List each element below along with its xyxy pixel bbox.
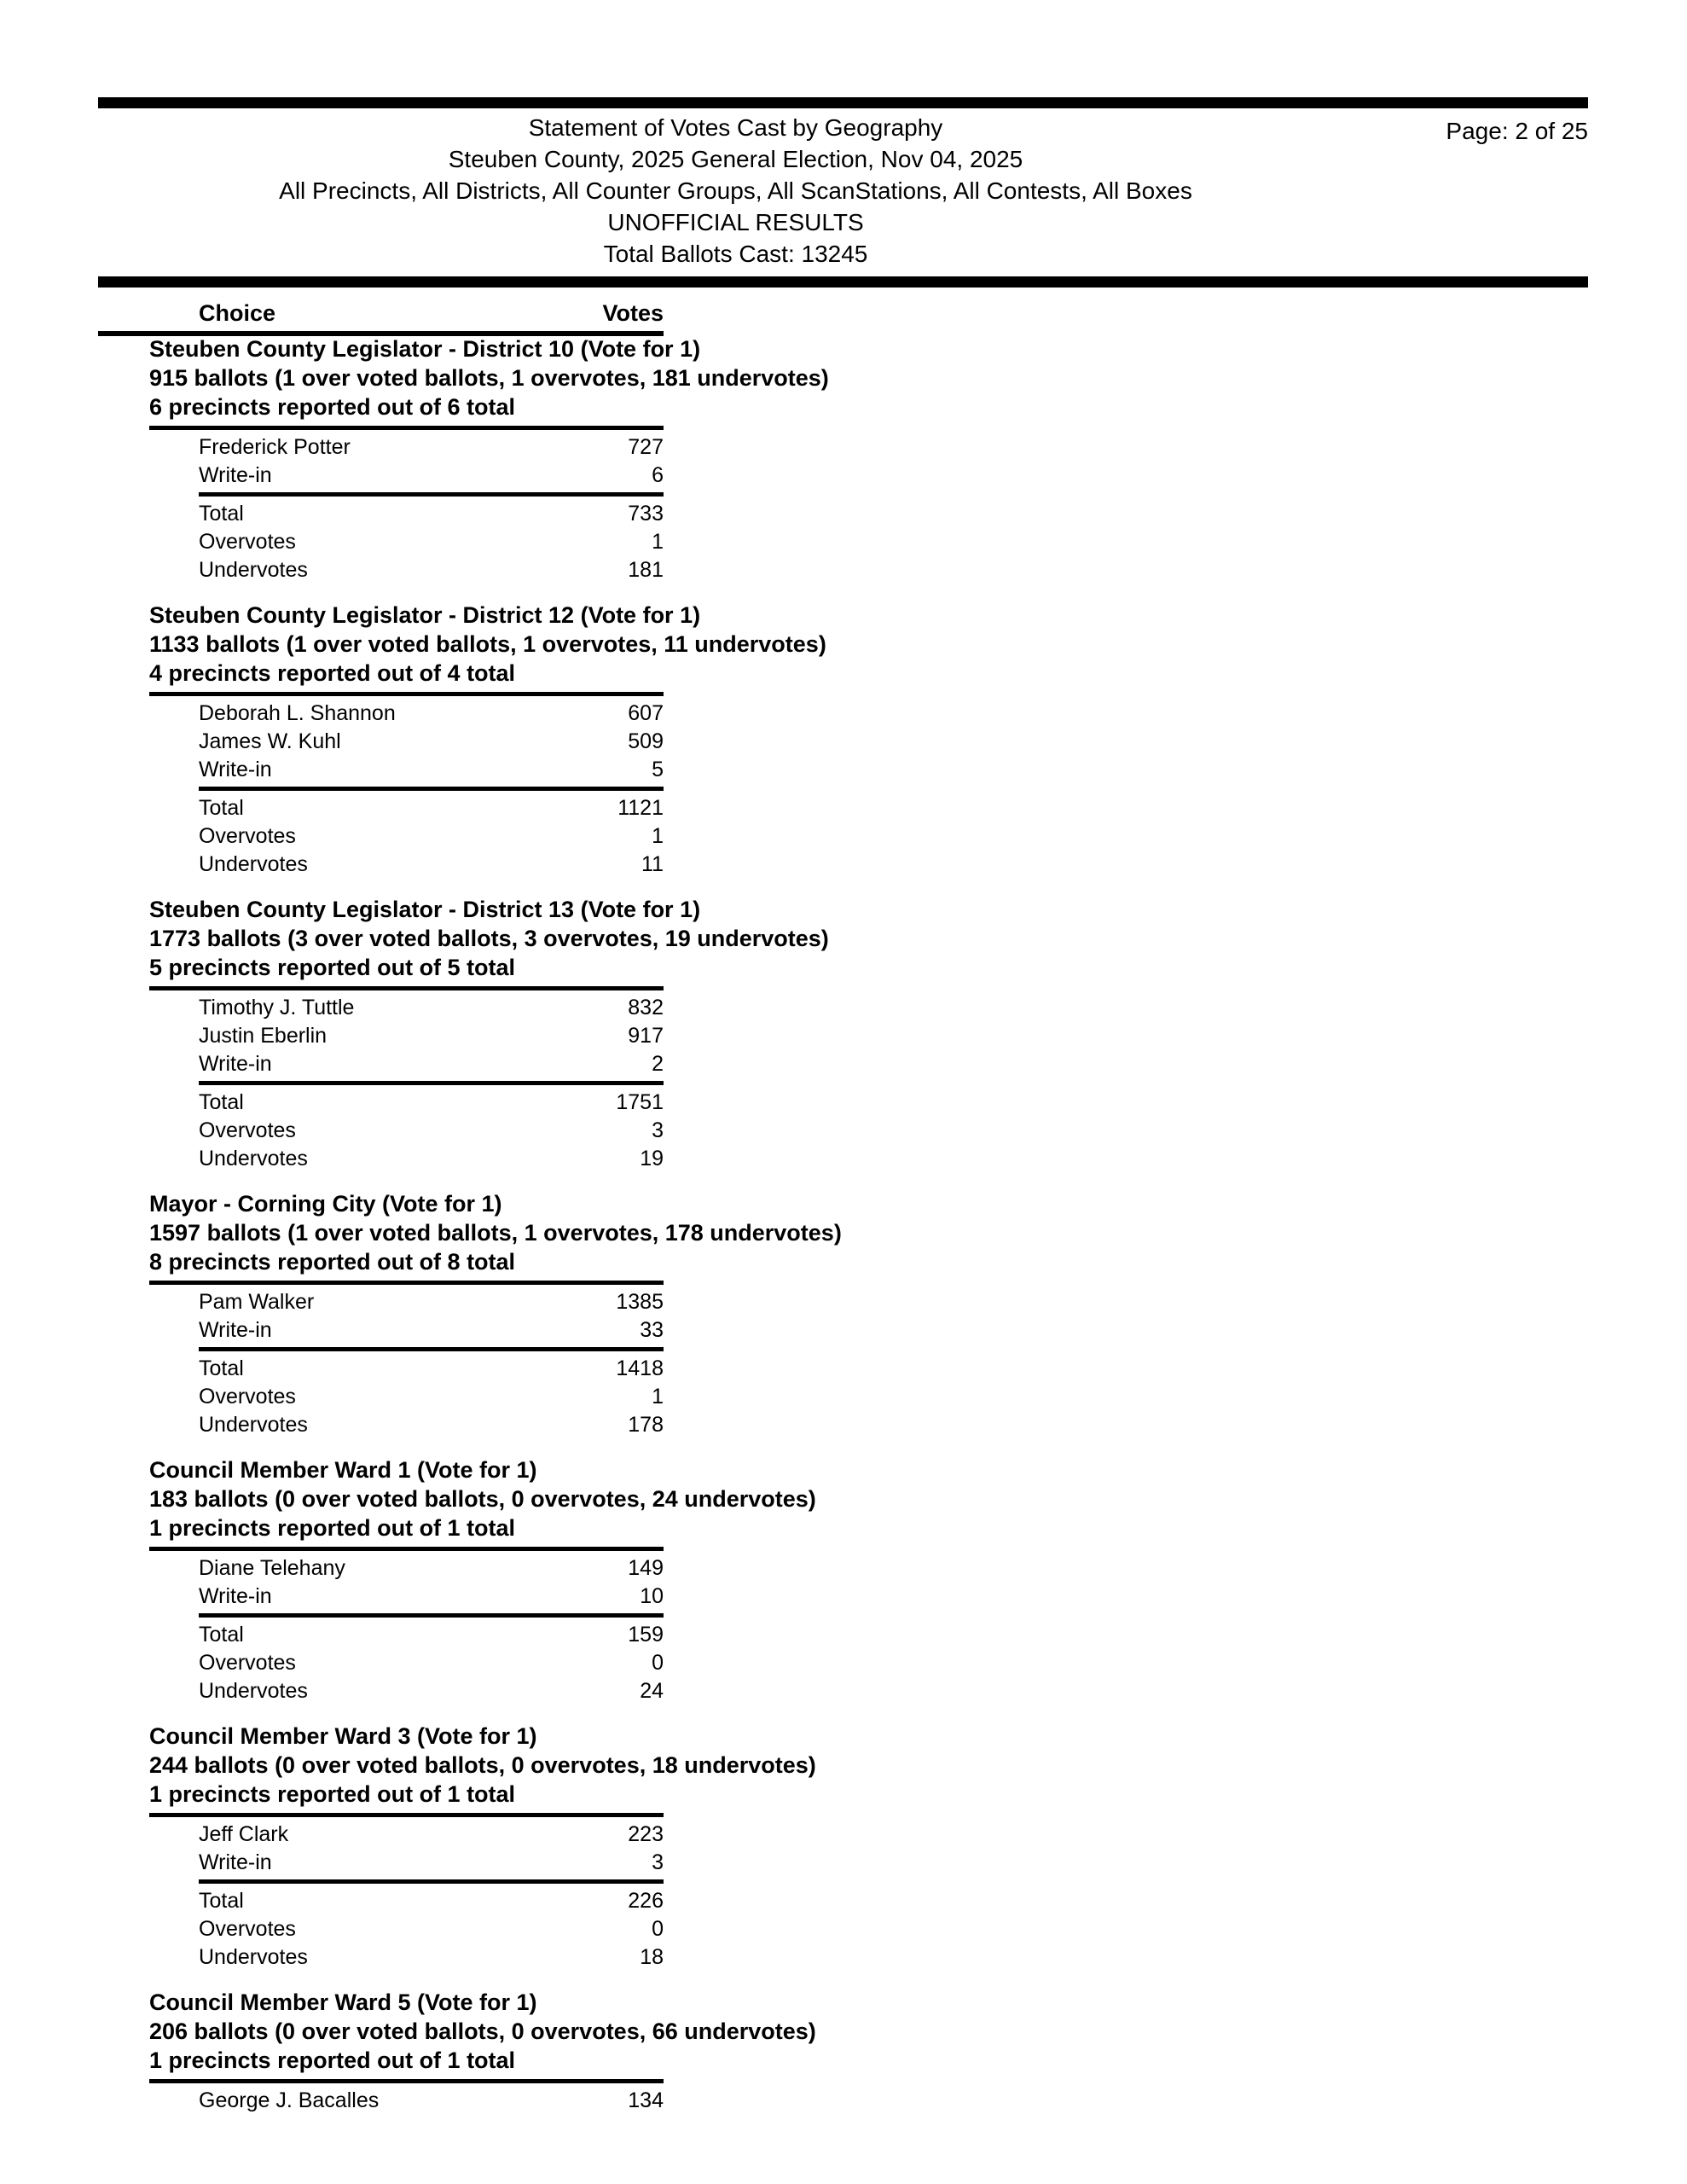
candidate-row: [199, 1849, 664, 1877]
contest-precincts-summary: 8 precincts reported out of 8 total: [149, 1249, 516, 1275]
vote-count: 11: [641, 852, 664, 876]
undervotes-row: [199, 1677, 664, 1705]
total-row: [199, 1355, 664, 1383]
contest-header-rule: [149, 1547, 664, 1551]
subtotal-rule: [199, 492, 664, 497]
report-subtitle-filters: All Precincts, All Districts, All Counter Groups, All ScanStations, All Contests, All Boxes: [279, 177, 1192, 204]
choice-name: Overvotes: [199, 1917, 296, 1941]
vote-count: 33: [640, 1318, 664, 1342]
overvotes-row: [199, 1915, 664, 1943]
choice-name: Write-in: [199, 758, 272, 781]
choice-name: Total: [199, 502, 244, 526]
contest-header-rule: [149, 692, 664, 696]
total-row: [199, 1089, 664, 1117]
choice-name: Total: [199, 1090, 244, 1114]
candidate-row: [199, 1288, 664, 1316]
vote-count: 226: [628, 1889, 664, 1913]
header-rule-bottom: [98, 276, 1588, 288]
total-row: [199, 794, 664, 822]
total-row: [199, 1887, 664, 1915]
contest-rows: [0, 1821, 1687, 1972]
contest-ballots-summary: 1133 ballots (1 over voted ballots, 1 overvotes, 11 undervotes): [149, 631, 826, 657]
column-header-votes: Votes: [602, 300, 664, 326]
candidate-row: [199, 728, 664, 756]
contest-rows: [0, 2087, 1687, 2115]
vote-count: 0: [652, 1651, 664, 1675]
candidate-row: [199, 2087, 664, 2115]
choice-name: Overvotes: [199, 530, 296, 554]
choice-name: Undervotes: [199, 1945, 308, 1969]
vote-count: 1: [652, 1385, 664, 1409]
choice-name: Deborah L. Shannon: [199, 701, 396, 725]
contest-rows: [0, 700, 1687, 879]
choice-name: Overvotes: [199, 1385, 296, 1409]
candidate-row: [199, 994, 664, 1022]
contest-precincts-summary: 6 precincts reported out of 6 total: [149, 394, 516, 420]
column-header-choice: Choice: [199, 300, 276, 326]
page-number: Page: 2 of 25: [1446, 118, 1588, 144]
vote-count: 733: [628, 502, 664, 526]
vote-count: 3: [652, 1850, 664, 1874]
choice-name: Overvotes: [199, 1651, 296, 1675]
candidate-row: [199, 756, 664, 784]
vote-count: 223: [628, 1822, 664, 1846]
header-rule-top: [98, 97, 1588, 108]
choice-name: Pam Walker: [199, 1290, 315, 1314]
contest-title: Steuben County Legislator - District 12 (Vote for 1): [149, 602, 701, 628]
contest-precincts-summary: 5 precincts reported out of 5 total: [149, 955, 516, 980]
vote-count: 607: [628, 701, 664, 725]
contest-ballots-summary: 915 ballots (1 over voted ballots, 1 overvotes, 181 undervotes): [149, 365, 829, 391]
choice-name: Undervotes: [199, 852, 308, 876]
vote-count: 3: [652, 1118, 664, 1142]
overvotes-row: [199, 528, 664, 556]
contest-ballots-summary: 206 ballots (0 over voted ballots, 0 overvotes, 66 undervotes): [149, 2018, 816, 2044]
vote-count: 10: [640, 1584, 664, 1608]
vote-count: 2: [652, 1052, 664, 1076]
choice-name: Undervotes: [199, 1413, 308, 1437]
choice-name: Undervotes: [199, 1679, 308, 1703]
subtotal-rule: [199, 1879, 664, 1884]
contest-rows: [0, 433, 1687, 584]
vote-count: 178: [628, 1413, 664, 1437]
contest-section: [0, 1455, 1687, 1705]
undervotes-row: [199, 851, 664, 879]
contest-section: [0, 1722, 1687, 1972]
choice-name: Undervotes: [199, 1147, 308, 1170]
undervotes-row: [199, 1145, 664, 1173]
choice-name: Overvotes: [199, 1118, 296, 1142]
choice-name: Total: [199, 1889, 244, 1913]
contest-header-rule: [149, 426, 664, 430]
choice-name: James W. Kuhl: [199, 729, 341, 753]
subtotal-rule: [199, 1347, 664, 1351]
candidate-row: [199, 433, 664, 462]
contest-header-rule: [149, 986, 664, 990]
contest-precincts-summary: 1 precincts reported out of 1 total: [149, 2048, 516, 2073]
contest-title: Steuben County Legislator - District 10 (Vote for 1): [149, 336, 701, 362]
report-status: UNOFFICIAL RESULTS: [607, 209, 864, 235]
choice-name: Total: [199, 1356, 244, 1380]
contest-header-rule: [149, 1813, 664, 1817]
vote-count: 0: [652, 1917, 664, 1941]
overvotes-row: [199, 1383, 664, 1411]
candidate-row: [199, 700, 664, 728]
undervotes-row: [199, 1411, 664, 1439]
total-row: [199, 1621, 664, 1649]
candidate-row: [199, 1022, 664, 1050]
vote-count: 832: [628, 996, 664, 1019]
contest-title: Steuben County Legislator - District 13 (Vote for 1): [149, 897, 701, 922]
choice-name: Justin Eberlin: [199, 1024, 328, 1048]
contest-list: [0, 334, 1687, 2131]
vote-count: 1: [652, 530, 664, 554]
contest-section: [0, 1189, 1687, 1439]
contest-section: [0, 334, 1687, 584]
undervotes-row: [199, 556, 664, 584]
choice-name: Undervotes: [199, 558, 308, 582]
vote-count: 6: [652, 463, 664, 487]
contest-precincts-summary: 1 precincts reported out of 1 total: [149, 1515, 516, 1541]
choice-name: Write-in: [199, 1052, 272, 1076]
vote-count: 18: [640, 1945, 664, 1969]
vote-count: 134: [628, 2088, 664, 2112]
vote-count: 1418: [616, 1356, 664, 1380]
undervotes-row: [199, 1943, 664, 1972]
contest-title: Council Member Ward 1 (Vote for 1): [149, 1457, 537, 1483]
vote-count: 727: [628, 435, 664, 459]
choice-name: Jeff Clark: [199, 1822, 289, 1846]
choice-name: Write-in: [199, 1318, 272, 1342]
subtotal-rule: [199, 1081, 664, 1085]
vote-count: 149: [628, 1556, 664, 1580]
contest-title: Council Member Ward 5 (Vote for 1): [149, 1989, 537, 2015]
vote-count: 159: [628, 1623, 664, 1647]
choice-name: Overvotes: [199, 824, 296, 848]
candidate-row: [199, 1583, 664, 1611]
contest-rows: [0, 994, 1687, 1173]
contest-ballots-summary: 183 ballots (0 over voted ballots, 0 overvotes, 24 undervotes): [149, 1486, 816, 1512]
report-header: [98, 112, 1373, 270]
vote-count: 1121: [617, 796, 664, 820]
choice-name: Timothy J. Tuttle: [199, 996, 355, 1019]
vote-count: 181: [628, 558, 664, 582]
contest-section: [0, 601, 1687, 879]
contest-rows: [0, 1288, 1687, 1439]
contest-ballots-summary: 1773 ballots (3 over voted ballots, 3 overvotes, 19 undervotes): [149, 926, 829, 951]
candidate-row: [199, 1050, 664, 1078]
choice-name: Write-in: [199, 463, 272, 487]
choice-name: Write-in: [199, 1584, 272, 1608]
choice-name: Frederick Potter: [199, 435, 351, 459]
candidate-row: [199, 1554, 664, 1583]
report-total-ballots: Total Ballots Cast: 13245: [603, 241, 868, 267]
vote-count: 1: [652, 824, 664, 848]
choice-name: George J. Bacalles: [199, 2088, 380, 2112]
contest-ballots-summary: 1597 ballots (1 over voted ballots, 1 overvotes, 178 undervotes): [149, 1220, 842, 1246]
vote-count: 1385: [616, 1290, 664, 1314]
subtotal-rule: [199, 1613, 664, 1618]
choice-name: Write-in: [199, 1850, 272, 1874]
vote-count: 19: [640, 1147, 664, 1170]
contest-section: [0, 1988, 1687, 2115]
candidate-row: [199, 1821, 664, 1849]
vote-count: 509: [628, 729, 664, 753]
choice-name: Total: [199, 1623, 244, 1647]
report-title: Statement of Votes Cast by Geography: [528, 114, 943, 141]
overvotes-row: [199, 1117, 664, 1145]
choice-name: Total: [199, 796, 244, 820]
choice-name: Diane Telehany: [199, 1556, 345, 1580]
total-row: [199, 500, 664, 528]
candidate-row: [199, 1316, 664, 1345]
vote-count: 917: [628, 1024, 664, 1048]
contest-header-rule: [149, 2079, 664, 2083]
overvotes-row: [199, 822, 664, 851]
report-subtitle-election: Steuben County, 2025 General Election, Nov 04, 2025: [448, 146, 1023, 172]
subtotal-rule: [199, 787, 664, 791]
vote-count: 24: [640, 1679, 664, 1703]
contest-precincts-summary: 4 precincts reported out of 4 total: [149, 660, 516, 686]
contest-rows: [0, 1554, 1687, 1705]
contest-precincts-summary: 1 precincts reported out of 1 total: [149, 1781, 516, 1807]
vote-count: 1751: [616, 1090, 664, 1114]
contest-section: [0, 895, 1687, 1173]
contest-title: Mayor - Corning City (Vote for 1): [149, 1191, 502, 1217]
vote-count: 5: [652, 758, 664, 781]
overvotes-row: [199, 1649, 664, 1677]
contest-title: Council Member Ward 3 (Vote for 1): [149, 1723, 537, 1749]
contest-header-rule: [149, 1281, 664, 1285]
contest-ballots-summary: 244 ballots (0 over voted ballots, 0 overvotes, 18 undervotes): [149, 1752, 816, 1778]
candidate-row: [199, 462, 664, 490]
